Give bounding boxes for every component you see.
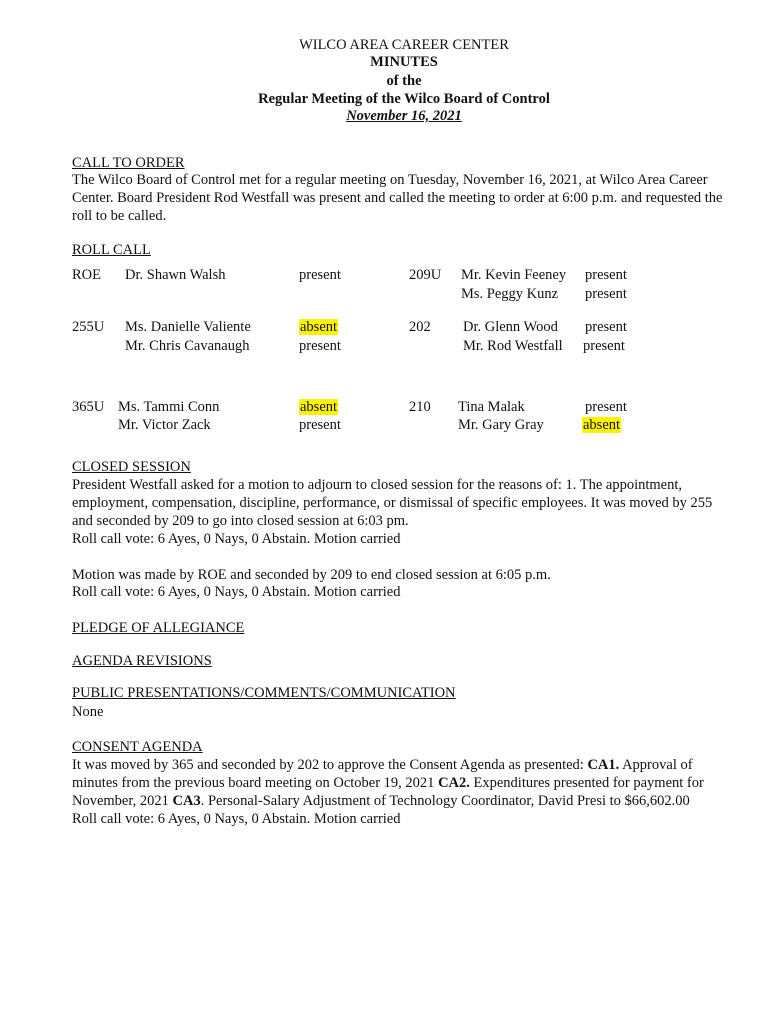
roll-status: present: [585, 319, 627, 335]
meeting-title: Regular Meeting of the Wilco Board of Control: [258, 91, 550, 107]
roll-code: ROE: [72, 267, 101, 283]
closed-session-motion2: Motion was made by ROE and seconded by 209 to end closed session at 6:05 p.m.: [72, 567, 551, 583]
roll-code: 365U: [72, 399, 105, 415]
roll-status: present: [585, 286, 627, 302]
org-name: WILCO AREA CAREER CENTER: [299, 37, 509, 53]
roll-code: 202: [409, 319, 431, 335]
roll-name: Dr. Glenn Wood: [463, 319, 558, 335]
roll-name: Dr. Shawn Walsh: [125, 267, 226, 283]
roll-name: Mr. Gary Gray: [458, 417, 544, 433]
roll-code: 210: [409, 399, 431, 415]
call-to-order-body: The Wilco Board of Control met for a regular meeting on Tuesday, November 16, 2021, at Wilco Area Career Center. Board President Rod Westfall was present and called the meeting to order at 6:00 p.m. and requested the roll to be called.: [72, 172, 723, 224]
public-body: None: [72, 704, 104, 720]
public-heading: PUBLIC PRESENTATIONS/COMMENTS/COMMUNICATION: [72, 685, 456, 701]
consent-body: [72, 756, 734, 810]
closed-session-body: President Westfall asked for a motion to adjourn to closed session for the reasons of: 1. The appointment, employment, compensation, discipline, performance, or dismissal of specific employees. It was moved by 255 and seconded by 209 to go into closed session at 6:03 pm.: [72, 477, 713, 529]
consent-item-ca1: CA1.: [587, 757, 620, 773]
roll-status-cell: [299, 398, 338, 416]
roll-status-cell: [582, 416, 621, 434]
roll-status: present: [299, 417, 341, 433]
closed-session-heading: CLOSED SESSION: [72, 459, 191, 475]
roll-status: present: [299, 338, 341, 354]
call-to-order-heading: CALL TO ORDER: [72, 155, 185, 171]
roll-status: present: [585, 267, 627, 283]
roll-status: present: [585, 399, 627, 415]
roll-name: Mr. Kevin Feeney: [461, 267, 567, 283]
roll-name: Mr. Chris Cavanaugh: [125, 338, 250, 354]
consent-text: It was moved by 365 and seconded by 202 to approve the Consent Agenda as presented:: [72, 757, 588, 773]
consent-item-ca2: CA2.: [438, 775, 470, 791]
doc-type: MINUTES: [370, 54, 438, 70]
consent-item-ca3: CA3: [172, 793, 201, 809]
consent-vote: Roll call vote: 6 Ayes, 0 Nays, 0 Abstain. Motion carried: [72, 811, 401, 827]
roll-name: Tina Malak: [458, 399, 525, 415]
roll-status: present: [583, 338, 625, 354]
roll-status: absent: [300, 399, 338, 415]
pledge-heading: PLEDGE OF ALLEGIANCE: [72, 620, 245, 636]
roll-status-cell: [299, 318, 338, 336]
roll-status: absent: [300, 319, 338, 335]
roll-name: Ms. Danielle Valiente: [125, 319, 251, 335]
closed-session-vote: Roll call vote: 6 Ayes, 0 Nays, 0 Abstain. Motion carried: [72, 531, 401, 547]
consent-text: Expenditures presented for payment for November, 2021: [72, 775, 704, 809]
roll-name: Ms. Peggy Kunz: [461, 286, 559, 302]
consent-text: . Personal-Salary Adjustment of Technology Coordinator, David Presi to $66,602.00: [200, 793, 690, 809]
roll-status: absent: [583, 417, 621, 433]
consent-text: Approval of minutes from the previous board meeting on October 19, 2021: [72, 757, 693, 791]
roll-name: Mr. Victor Zack: [118, 417, 211, 433]
roll-code: 255U: [72, 319, 105, 335]
of-the: of the: [386, 73, 422, 89]
roll-name: Mr. Rod Westfall: [463, 338, 563, 354]
agenda-revisions-heading: AGENDA REVISIONS: [72, 653, 212, 669]
roll-status: present: [299, 267, 341, 283]
closed-session-vote2: Roll call vote: 6 Ayes, 0 Nays, 0 Abstain. Motion carried: [72, 584, 401, 600]
roll-name: Ms. Tammi Conn: [118, 399, 220, 415]
consent-heading: CONSENT AGENDA: [72, 739, 203, 755]
meeting-date: November 16, 2021: [346, 108, 462, 124]
roll-call-heading: ROLL CALL: [72, 242, 151, 258]
roll-code: 209U: [409, 267, 442, 283]
